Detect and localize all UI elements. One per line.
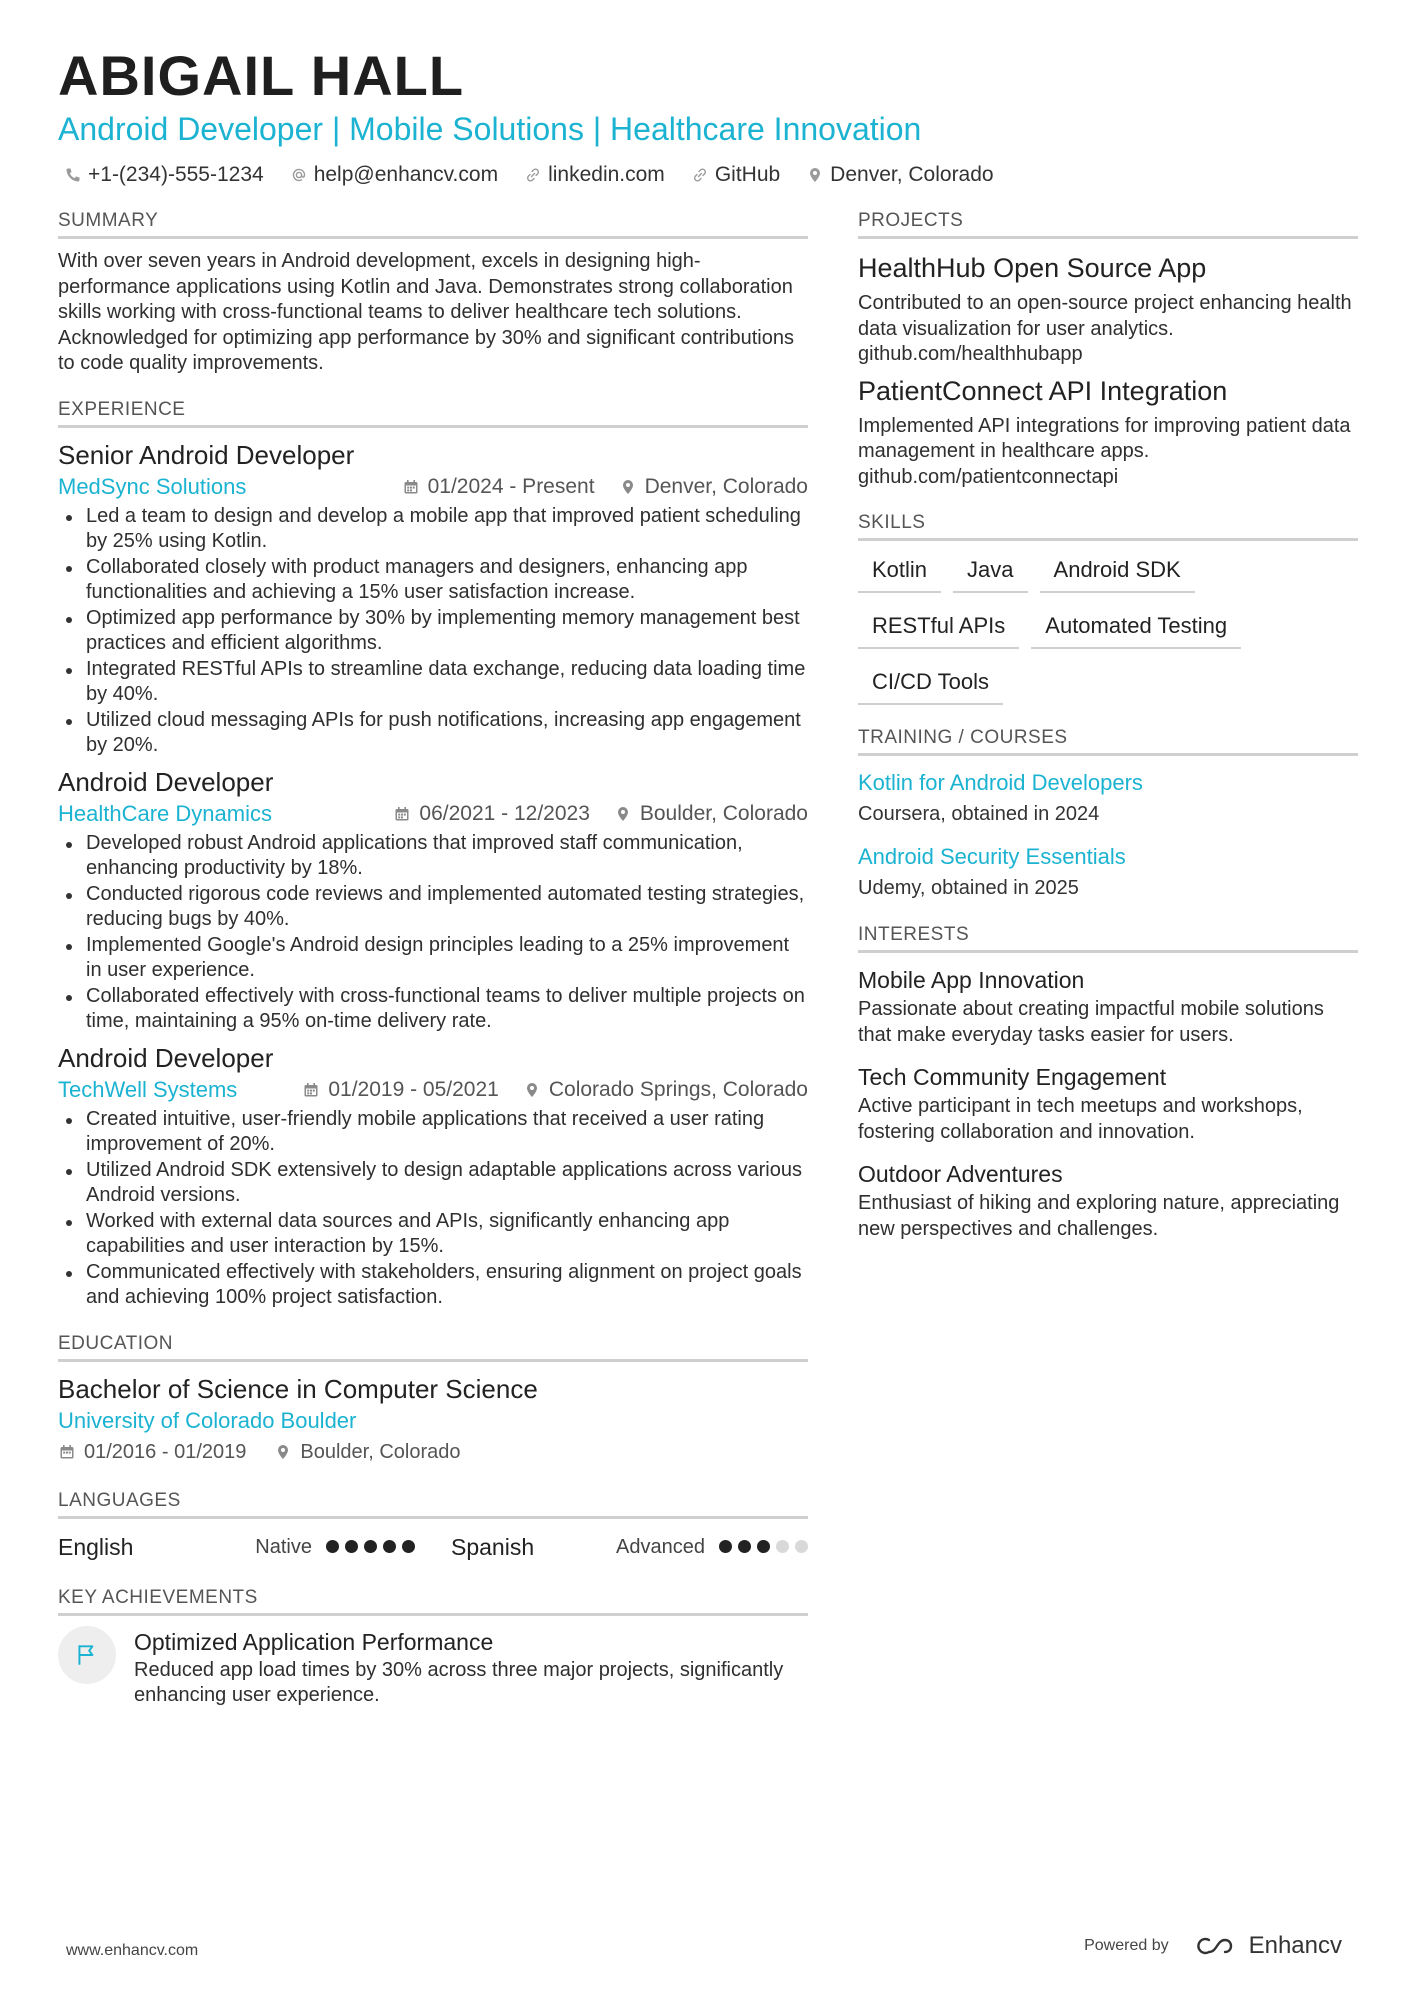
project-link[interactable]: github.com/healthhubapp [858,343,1083,365]
job-title: Senior Android Developer [58,439,355,470]
achievement-item [58,1626,808,1709]
job-meta [58,472,808,502]
left-column [58,210,808,1731]
job-entry [58,438,808,759]
interest-description: Enthusiast of hiking and exploring nature, appreciating new perspectives and challenges. [858,1192,1340,1240]
bullet-item: Collaborated closely with product managers and designers, enhancing app functionalities and achieving a 15% user satisfaction increase. [58,555,808,606]
link-icon [691,166,709,184]
section-title: EDUCATION [58,1333,808,1362]
rating-dot-filled [738,1540,751,1553]
bullet-item: Utilized Android SDK extensively to design adaptable applications across various Android versions. [58,1158,808,1209]
bullet-item: Conducted rigorous code reviews and implemented automated testing strategies, reducing bugs by 40%. [58,882,808,933]
bullet-item: Implemented Google's Android design principles leading to a 25% improvement in user experience. [58,933,808,984]
job-title: Android Developer [58,766,274,797]
contact-github[interactable] [691,163,780,187]
language-level: Native [255,1535,312,1558]
job-location: Boulder, Colorado [614,799,808,829]
achievements-section [58,1587,808,1709]
rating-dot-filled [345,1540,358,1553]
project-title: PatientConnect API Integration [858,375,1228,406]
contact-email[interactable] [290,163,498,187]
skill-tag: Kotlin [858,551,941,593]
projects-section [858,210,1358,490]
section-title: SKILLS [858,512,1358,541]
company-name: HealthCare Dynamics [58,800,272,826]
interest-title: Outdoor Adventures [858,1161,1063,1187]
footer-branding [1084,1932,1342,1960]
headline: Android Developer | Mobile Solutions | Healthcare Innovation [58,111,922,147]
interest-description: Active participant in tech meetups and workshops, fostering collaboration and innovation. [858,1095,1303,1143]
bullet-item: Developed robust Android applications that improved staff communication, enhancing productivity by 18%. [58,831,808,882]
brand-name: Enhancv [1248,1932,1342,1959]
job-meta [58,1075,808,1105]
course-title: Android Security Essentials [858,844,1126,869]
education-section [58,1333,808,1468]
link-icon [524,166,542,184]
job-bullets [58,1107,808,1311]
experience-section [58,399,808,1311]
summary-text: With over seven years in Android development, excels in designing high-performance applications using Kotlin and Java. Demonstrates strong collaboration skills working with cross-functional teams to deliver healthcare tech solutions. Acknowledged for optimizing app performance by 30% and significant contributions to code quality improvements. [58,250,794,374]
skill-tag: RESTful APIs [858,607,1019,649]
candidate-name: ABIGAIL HALL [58,44,465,107]
skill-tag: Android SDK [1040,551,1195,593]
location-pin-icon [614,805,632,823]
calendar-icon [58,1443,76,1461]
flag-icon [58,1626,116,1684]
language-name: English [58,1533,134,1560]
bullet-item: Created intuitive, user-friendly mobile applications that received a user rating improvement of 20%. [58,1107,808,1158]
location-pin-icon [274,1443,292,1461]
job-location: Denver, Colorado [619,472,808,502]
education-meta [58,1436,808,1468]
calendar-icon [302,1081,320,1099]
language-item [451,1529,808,1565]
job-entry [58,765,808,1035]
project-title: HealthHub Open Source App [858,253,1207,283]
school-name: University of Colorado Boulder [58,1407,357,1433]
training-section [858,727,1358,902]
language-level: Advanced [616,1535,705,1558]
calendar-icon [393,805,411,823]
job-entry [58,1041,808,1311]
contact-phone[interactable] [64,163,264,187]
section-title: TRAINING / COURSES [858,727,1358,756]
calendar-icon [402,478,420,496]
education-location: Boulder, Colorado [274,1436,460,1468]
job-title: Android Developer [58,1042,274,1073]
project-description: Implemented API integrations for improving patient data management in healthcare apps. github.com/patientconnectapi [858,414,1351,488]
skill-tag: Java [953,551,1027,593]
rating-dot-filled [364,1540,377,1553]
linkedin-text: linkedin.com [548,163,665,186]
job-bullets [58,504,808,759]
rating-dot-filled [383,1540,396,1553]
degree: Bachelor of Science in Computer Science [58,1373,538,1404]
bullet-item: Led a team to design and develop a mobile app that improved patient scheduling by 25% using Kotlin. [58,504,808,555]
phone-icon [64,166,82,184]
rating-dot-filled [757,1540,770,1553]
section-title: SUMMARY [58,210,808,239]
course-provider: Coursera, obtained in 2024 [858,803,1100,825]
contact-linkedin[interactable] [524,163,665,187]
section-title: KEY ACHIEVEMENTS [58,1587,808,1616]
project-link[interactable]: github.com/patientconnectapi [858,465,1119,488]
contact-bar [64,163,994,187]
rating-dot-filled [326,1540,339,1553]
enhancv-logo[interactable] [1193,1932,1342,1960]
languages-section [58,1490,808,1565]
summary-section [58,210,808,377]
right-column [858,210,1358,1264]
section-title: INTERESTS [858,924,1358,953]
achievement-title: Optimized Application Performance [134,1628,494,1655]
location-pin-icon [806,166,824,184]
section-title: EXPERIENCE [58,399,808,428]
location-text: Denver, Colorado [830,163,994,186]
interest-title: Tech Community Engagement [858,1064,1167,1090]
rating-dot-filled [402,1540,415,1553]
github-text: GitHub [714,163,781,186]
language-name: Spanish [451,1533,535,1560]
job-bullets [58,831,808,1035]
rating-dot-empty [795,1540,808,1553]
phone-text: +1-(234)-555-1234 [88,163,264,186]
bullet-item: Communicated effectively with stakeholders, ensuring alignment on project goals and achieving 100% project satisfaction. [58,1260,808,1311]
section-title: PROJECTS [858,210,1358,239]
powered-by-label: Powered by [1084,1937,1169,1954]
project-description: Contributed to an open-source project enhancing health data visualization for user analytics. github.com/healthhubapp [858,292,1352,365]
job-dates: 01/2019 - 05/2021 [302,1075,498,1105]
achievement-text: Reduced app load times by 30% across three major projects, significantly enhancing user experience. [134,1658,784,1706]
language-item [58,1529,415,1565]
company-name: MedSync Solutions [58,473,247,499]
section-title: LANGUAGES [58,1490,808,1519]
bullet-item: Optimized app performance by 30% by implementing memory management best practices and efficient algorithms. [58,606,808,657]
footer-website[interactable]: www.enhancv.com [66,1942,199,1959]
interest-title: Mobile App Innovation [858,967,1085,993]
job-location: Colorado Springs, Colorado [523,1075,808,1105]
interests-section [858,924,1358,1242]
company-name: TechWell Systems [58,1076,238,1102]
skills-list [858,551,1358,705]
rating-dot-filled [719,1540,732,1553]
rating-dot-empty [776,1540,789,1553]
job-dates: 06/2021 - 12/2023 [393,799,589,829]
language-rating [326,1540,415,1553]
course-title: Kotlin for Android Developers [858,770,1143,795]
skills-section [858,512,1358,705]
bullet-item: Utilized cloud messaging APIs for push notifications, increasing app engagement by 20%. [58,708,808,759]
location-pin-icon [523,1081,541,1099]
enhancv-logo-icon [1193,1934,1239,1958]
language-rating [719,1540,808,1553]
education-dates: 01/2016 - 01/2019 [58,1436,246,1468]
contact-location [806,163,993,187]
skill-tag: Automated Testing [1031,607,1241,649]
email-text: help@enhancv.com [313,163,499,186]
bullet-item: Collaborated effectively with cross-functional teams to deliver multiple projects on time, maintaining a 95% on-time delivery rate. [58,984,808,1035]
interest-description: Passionate about creating impactful mobile solutions that make everyday tasks easier for users. [858,998,1324,1046]
at-icon [290,166,308,184]
skill-tag: CI/CD Tools [858,663,1003,705]
job-dates: 01/2024 - Present [402,472,595,502]
languages-row [58,1529,808,1565]
bullet-item: Integrated RESTful APIs to streamline data exchange, reducing data loading time by 40%. [58,657,808,708]
course-provider: Udemy, obtained in 2025 [858,877,1079,899]
bullet-item: Worked with external data sources and APIs, significantly enhancing app capabilities and user interaction by 15%. [58,1209,808,1260]
location-pin-icon [619,478,637,496]
job-meta [58,799,808,829]
